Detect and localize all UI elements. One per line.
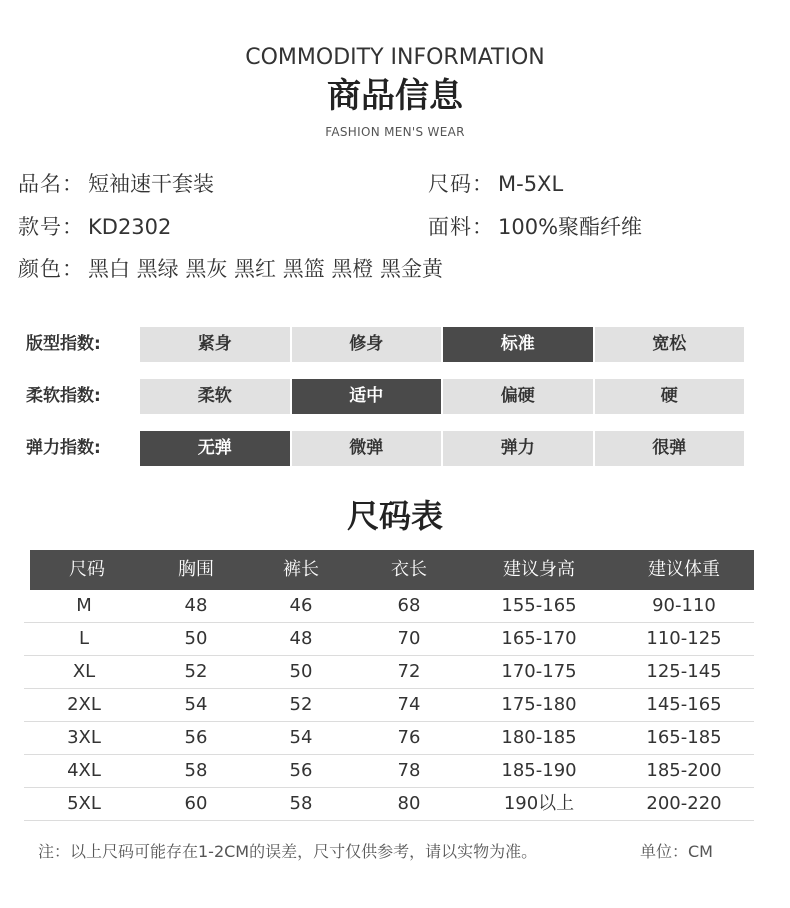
size-table-title: 尺码表 — [346, 497, 443, 535]
size-table-header — [30, 550, 754, 590]
table-cell: 3XL — [67, 727, 101, 748]
scale-option: 很弹 — [595, 431, 745, 466]
table-cell: M — [76, 595, 92, 616]
table-row — [24, 623, 754, 656]
scale-option: 宽松 — [595, 327, 745, 362]
table-cell: 110-125 — [646, 628, 722, 649]
table-cell: 48 — [289, 628, 313, 649]
table-cell: 78 — [397, 760, 421, 781]
table-row — [24, 590, 754, 623]
table-row — [24, 755, 754, 788]
unit-label: 单位：CM — [640, 842, 713, 861]
scale-option-selected: 无弹 — [140, 431, 290, 466]
column-header: 尺码 — [69, 559, 105, 580]
info-colors — [18, 255, 443, 283]
title-chinese: 商品信息 — [327, 76, 463, 116]
model-value: KD2302 — [88, 215, 172, 239]
size-table — [24, 550, 754, 821]
size-value: M-5XL — [498, 172, 564, 196]
scale-option-selected: 标准 — [443, 327, 593, 362]
product-name-value: 短袖速干套装 — [88, 172, 214, 196]
table-row — [24, 788, 754, 821]
scale-option: 偏硬 — [443, 379, 593, 414]
table-cell: 90-110 — [652, 595, 716, 616]
color-value: 黑白 黑绿 黑灰 黑红 黑篮 黑橙 黑金黄 — [88, 257, 444, 281]
table-cell: 58 — [289, 793, 313, 814]
table-cell: 165-185 — [646, 727, 722, 748]
info-fabric — [428, 213, 642, 241]
table-cell: 68 — [397, 595, 421, 616]
table-row — [24, 722, 754, 755]
table-cell: 190以上 — [503, 793, 575, 814]
table-cell: 4XL — [67, 760, 101, 781]
title-english: COMMODITY INFORMATION — [245, 45, 545, 70]
table-cell: 175-180 — [501, 694, 577, 715]
table-cell: 72 — [397, 661, 421, 682]
table-cell: 185-190 — [501, 760, 577, 781]
table-cell: 125-145 — [646, 661, 722, 682]
scale-option: 弹力 — [443, 431, 593, 466]
table-cell: 52 — [184, 661, 208, 682]
column-header: 建议身高 — [503, 559, 575, 580]
table-cell: 180-185 — [501, 727, 577, 748]
scale-options — [140, 431, 744, 466]
scale-row — [0, 379, 790, 414]
table-cell: 58 — [184, 760, 208, 781]
scale-option: 微弹 — [292, 431, 442, 466]
table-cell: 185-200 — [646, 760, 722, 781]
scale-option: 修身 — [292, 327, 442, 362]
info-size — [428, 170, 563, 198]
product-name-label: 品名： — [18, 172, 84, 196]
table-cell: 56 — [289, 760, 313, 781]
column-header: 建议体重 — [648, 559, 720, 580]
commodity-header — [0, 44, 790, 140]
fabric-label: 面料： — [428, 215, 494, 239]
scale-options — [140, 327, 744, 362]
color-label: 颜色： — [18, 257, 84, 281]
table-cell: 56 — [184, 727, 208, 748]
table-cell: 80 — [397, 793, 421, 814]
table-cell: 200-220 — [646, 793, 722, 814]
table-cell: 54 — [184, 694, 208, 715]
scale-option: 紧身 — [140, 327, 290, 362]
scale-option: 硬 — [595, 379, 745, 414]
table-cell: 155-165 — [501, 595, 577, 616]
scale-row — [0, 327, 790, 362]
scale-option: 柔软 — [140, 379, 290, 414]
table-cell: 70 — [397, 628, 421, 649]
subtitle: FASHION MEN'S WEAR — [325, 125, 465, 139]
size-table-body — [24, 590, 754, 821]
table-cell: 54 — [289, 727, 313, 748]
table-row — [24, 656, 754, 689]
column-header: 裤长 — [283, 559, 319, 580]
table-row — [24, 689, 754, 722]
table-cell: L — [78, 628, 90, 649]
table-cell: 60 — [184, 793, 208, 814]
table-cell: 46 — [289, 595, 313, 616]
table-cell: 74 — [397, 694, 421, 715]
table-cell: 165-170 — [501, 628, 577, 649]
table-cell: 48 — [184, 595, 208, 616]
scale-label: 柔软指数: — [26, 386, 101, 406]
table-cell: 52 — [289, 694, 313, 715]
table-cell: 5XL — [67, 793, 101, 814]
footnote: 注：以上尺码可能存在1-2CM的误差，尺寸仅供参考，请以实物为准。 — [38, 842, 538, 861]
scale-row — [0, 431, 790, 466]
table-cell: 76 — [397, 727, 421, 748]
info-product-name — [18, 170, 214, 198]
table-cell: 145-165 — [646, 694, 722, 715]
table-cell: 50 — [184, 628, 208, 649]
scale-label: 版型指数: — [26, 334, 101, 354]
fabric-value: 100%聚酯纤维 — [498, 215, 643, 239]
column-header: 胸围 — [178, 559, 214, 580]
size-label: 尺码： — [428, 172, 494, 196]
table-cell: 170-175 — [501, 661, 577, 682]
scale-label: 弹力指数: — [26, 438, 101, 458]
model-label: 款号： — [18, 215, 84, 239]
scale-options — [140, 379, 744, 414]
table-cell: 2XL — [67, 694, 101, 715]
scale-option-selected: 适中 — [292, 379, 442, 414]
info-model — [18, 213, 171, 241]
column-header: 衣长 — [391, 559, 427, 580]
table-cell: XL — [72, 661, 96, 682]
table-cell: 50 — [289, 661, 313, 682]
